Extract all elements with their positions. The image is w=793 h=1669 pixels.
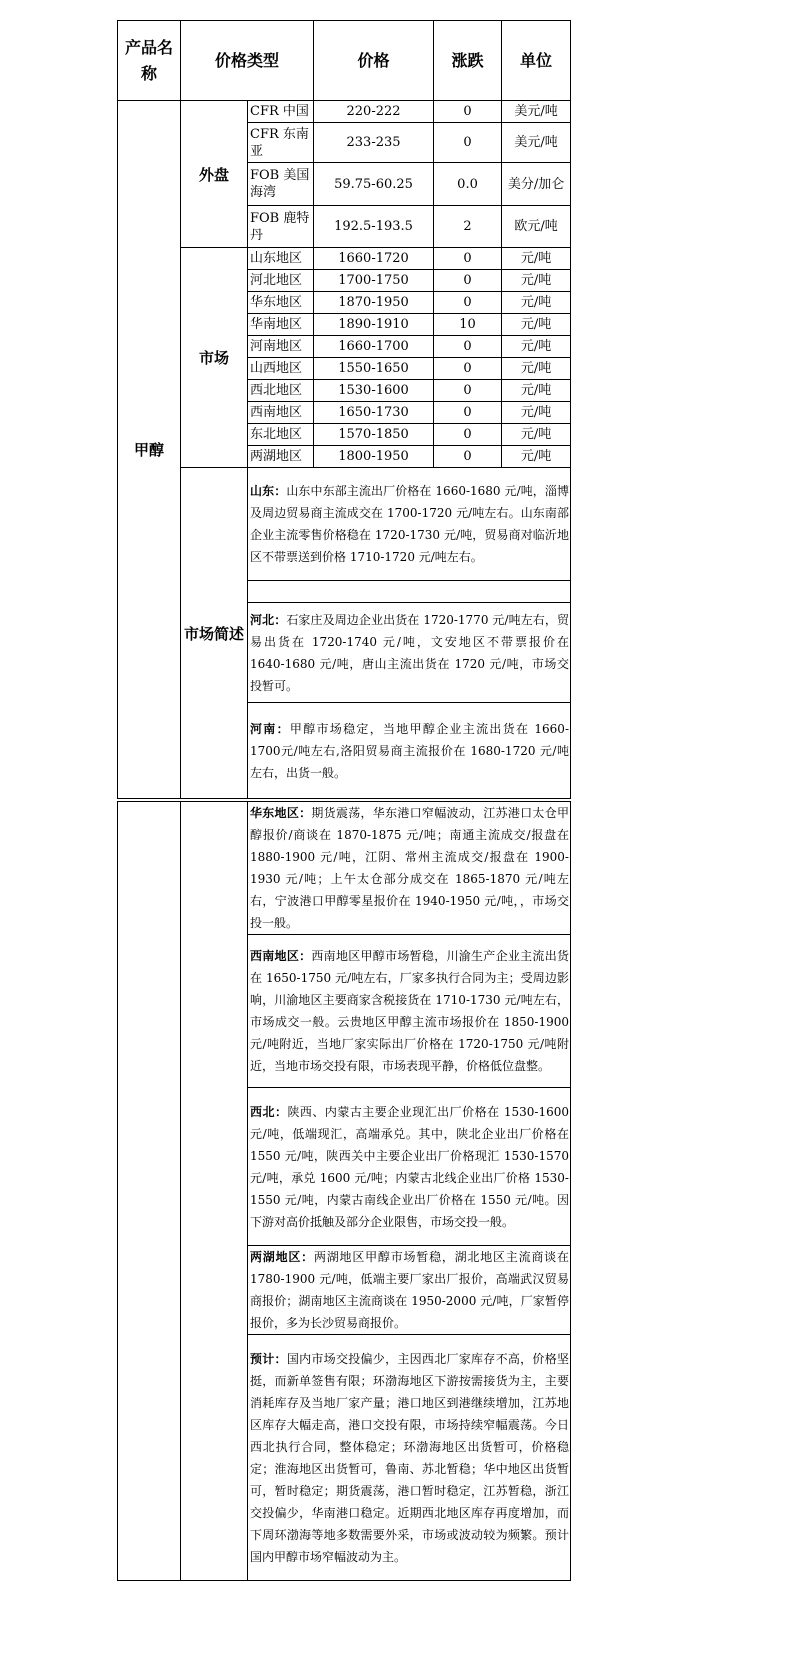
summary-text: 甲醇市场稳定，当地甲醇企业主流出货在 1660-1700元/吨左右,洛阳贸易商主流报价在 1680-1720 元/吨左右，出货一般。 xyxy=(250,721,570,780)
price-type-cell: 河北地区 xyxy=(248,270,314,292)
summary-text: 山东中东部主流出厂价格在 1660-1680 元/吨，淄博及周边贸易商主流成交在 1700-1720 元/吨左右。山东南部企业主流零售价格稳在 1720-1730 元/吨，贸易商对临沂地区不带票送到价格 1710-1720 元/吨左右。 xyxy=(250,484,570,564)
price-cell: 1890-1910 xyxy=(314,314,434,336)
change-cell: 0 xyxy=(434,402,502,424)
table-row xyxy=(118,248,571,270)
unit-cell: 元/吨 xyxy=(502,270,571,292)
summary-row xyxy=(118,802,571,935)
change-cell: 0 xyxy=(434,446,502,468)
price-cell: 1650-1730 xyxy=(314,402,434,424)
change-cell: 0 xyxy=(434,292,502,314)
change-cell: 0 xyxy=(434,336,502,358)
change-cell: 0 xyxy=(434,380,502,402)
summary-region: 预计： xyxy=(250,1351,287,1366)
price-type-cell: 山东地区 xyxy=(248,248,314,270)
price-type-cell: 两湖地区 xyxy=(248,446,314,468)
change-cell: 0 xyxy=(434,270,502,292)
price-type-cell: 山西地区 xyxy=(248,358,314,380)
summary-region: 西北： xyxy=(250,1104,288,1119)
price-type-cell: 西南地区 xyxy=(248,402,314,424)
change-cell: 0 xyxy=(434,358,502,380)
summary-region: 华东地区： xyxy=(250,806,312,820)
summary-text: 陕西、内蒙古主要企业现汇出厂价格在 1530-1600 元/吨，低端现汇，高端承兑。其中，陕北企业出厂价格在 1550 元/吨，陕西关中主要企业出厂价格现汇 1530-1570 元/吨，承兑 1600 元/吨；内蒙古北线企业出厂价格 1530-1550 元/吨，内蒙古南线企业出厂价格在 1550 元/吨。因下游对高价抵触及部分企业限售，市场交投一般。 xyxy=(250,1104,569,1229)
market-label: 市场 xyxy=(181,248,248,468)
price-type-cell: 西北地区 xyxy=(248,380,314,402)
unit-cell: 元/吨 xyxy=(502,446,571,468)
summary-region: 山东： xyxy=(250,484,287,498)
summary-label: 市场简述 xyxy=(181,468,248,799)
price-type-cell: 华东地区 xyxy=(248,292,314,314)
summary-huadong xyxy=(248,802,571,935)
price-cell: 59.75-60.25 xyxy=(314,163,434,206)
price-type-cell: CFR 中国 xyxy=(248,101,314,123)
summary-forecast xyxy=(248,1335,571,1581)
change-cell: 0.0 xyxy=(434,163,502,206)
summary-henan xyxy=(248,703,571,799)
summary-region: 河南： xyxy=(250,721,290,736)
change-cell: 0 xyxy=(434,248,502,270)
header-price-type: 价格类型 xyxy=(181,21,314,101)
unit-cell: 美元/吨 xyxy=(502,101,571,123)
price-type-cell: FOB 美国海湾 xyxy=(248,163,314,206)
unit-cell: 美分/加仑 xyxy=(502,163,571,206)
product-name: 甲醇 xyxy=(118,101,181,799)
summary-row xyxy=(118,468,571,581)
price-type-cell: CFR 东南亚 xyxy=(248,123,314,163)
price-cell: 1530-1600 xyxy=(314,380,434,402)
price-cell: 220-222 xyxy=(314,101,434,123)
blank-product-cell xyxy=(118,802,181,1581)
price-cell: 192.5-193.5 xyxy=(314,206,434,248)
price-type-cell: 河南地区 xyxy=(248,336,314,358)
unit-cell: 元/吨 xyxy=(502,248,571,270)
price-cell: 1660-1700 xyxy=(314,336,434,358)
summary-text: 国内市场交投偏少，主因西北厂家库存不高，价格坚挺，而新单签售有限；环渤海地区下游按需接货为主，主要消耗库存及当地厂家产量；港口地区到港继续增加，江苏地区库存大幅走高，港口交投有限，市场持续窄幅震荡。今日西北执行合同，整体稳定；环渤海地区出货暂可，价格稳定；淮海地区出货暂可，鲁南、苏北暂稳；华中地区出货暂可，暂时稳定；期货震荡，港口暂时稳定，江苏暂稳，浙江交投偏少，华南港口稳定。近期西北地区库存再度增加，而下周环渤海等地多数需要外采，市场或波动较为频繁。预计国内甲醇市场窄幅波动为主。 xyxy=(250,1351,569,1564)
unit-cell: 元/吨 xyxy=(502,314,571,336)
change-cell: 0 xyxy=(434,101,502,123)
summary-text: 石家庄及周边企业出货在 1720-1770 元/吨左右，贸易出货在 1720-1740 元/吨，文安地区不带票报价在 1640-1680 元/吨，唐山主流出货在 1720 元/吨，市场交投暂可。 xyxy=(250,612,570,693)
change-cell: 0 xyxy=(434,424,502,446)
change-cell: 10 xyxy=(434,314,502,336)
summary-xibei xyxy=(248,1088,571,1246)
summary-hebei xyxy=(248,603,571,703)
summary-lianghu xyxy=(248,1246,571,1335)
header-price: 价格 xyxy=(314,21,434,101)
header-change: 涨跌 xyxy=(434,21,502,101)
table-row xyxy=(118,101,571,123)
price-cell: 1660-1720 xyxy=(314,248,434,270)
price-cell: 1700-1750 xyxy=(314,270,434,292)
summary-text: 西南地区甲醇市场暂稳，川渝生产企业主流出货在 1650-1750 元/吨左右，厂家多执行合同为主；受周边影响，川渝地区主要商家含税接货在 1710-1730 元/吨左右，市场成交一般。云贵地区甲醇主流市场报价在 1850-1900 元/吨附近，当地厂家实际出厂价格在 1720-1750 元/吨附近，当地市场交投有限，市场表现平静，价格低位盘整。 xyxy=(250,949,569,1073)
price-cell: 233-235 xyxy=(314,123,434,163)
unit-cell: 欧元/吨 xyxy=(502,206,571,248)
price-type-cell: 东北地区 xyxy=(248,424,314,446)
summary-shandong xyxy=(248,468,571,581)
unit-cell: 元/吨 xyxy=(502,380,571,402)
price-cell: 1870-1950 xyxy=(314,292,434,314)
summary-table xyxy=(117,801,571,1581)
price-cell: 1570-1850 xyxy=(314,424,434,446)
summary-text: 两湖地区甲醇市场暂稳，湖北地区主流商谈在 1780-1900 元/吨，低端主要厂家出厂报价，高端武汉贸易商报价；湖南地区主流商谈在 1950-2000 元/吨，厂家暂停报价，多为长沙贸易商报价。 xyxy=(250,1250,569,1330)
header-unit: 单位 xyxy=(502,21,571,101)
price-type-cell: FOB 鹿特丹 xyxy=(248,206,314,248)
outer-label: 外盘 xyxy=(181,101,248,248)
unit-cell: 元/吨 xyxy=(502,424,571,446)
blank-type-cell xyxy=(181,802,248,1581)
summary-region: 两湖地区： xyxy=(250,1250,314,1264)
summary-region: 河北： xyxy=(250,612,287,627)
header-product: 产品名称 xyxy=(118,21,181,101)
summary-xinan xyxy=(248,935,571,1088)
unit-cell: 元/吨 xyxy=(502,358,571,380)
summary-region: 西南地区： xyxy=(250,949,312,963)
unit-cell: 元/吨 xyxy=(502,402,571,424)
change-cell: 0 xyxy=(434,123,502,163)
price-cell: 1800-1950 xyxy=(314,446,434,468)
blank-cell xyxy=(248,581,571,603)
price-cell: 1550-1650 xyxy=(314,358,434,380)
change-cell: 2 xyxy=(434,206,502,248)
price-type-cell: 华南地区 xyxy=(248,314,314,336)
unit-cell: 元/吨 xyxy=(502,292,571,314)
summary-text: 期货震荡，华东港口窄幅波动，江苏港口太仓甲醇报价/商谈在 1870-1875 元/吨；南通主流成交/报盘在 1880-1900 元/吨，江阴、常州主流成交/报盘在 1900-1930 元/吨；上午太仓部分成交在 1865-1870 元/吨左右，宁波港口甲醇零星报价在 1940-1950 元/吨，，市场交投一般。 xyxy=(250,806,569,930)
unit-cell: 美元/吨 xyxy=(502,123,571,163)
price-table xyxy=(117,20,571,799)
header-row xyxy=(118,21,571,101)
unit-cell: 元/吨 xyxy=(502,336,571,358)
